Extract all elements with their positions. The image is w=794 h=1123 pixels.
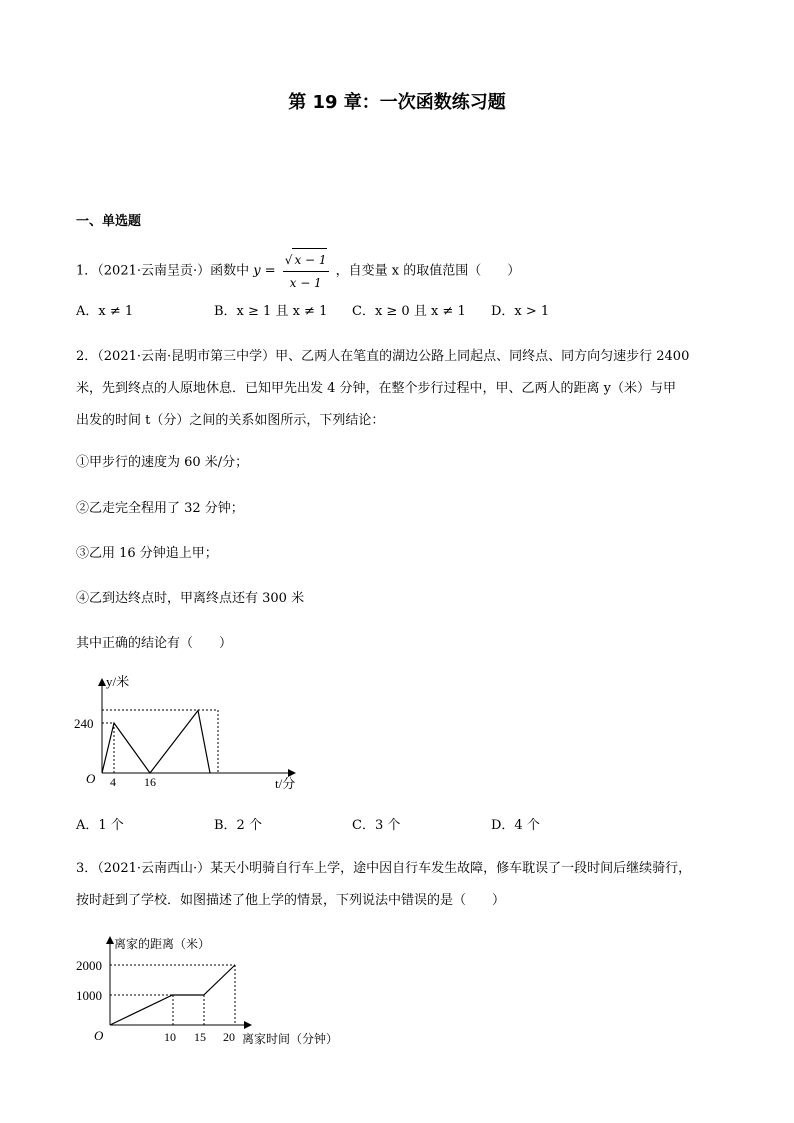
q3-stem-line-2: 按时赶到了学校．如图描述了他上学的情景，下列说法中错误的是（ ）	[76, 893, 506, 908]
q1-function-y: y =	[253, 263, 276, 279]
section-heading: 一、单选题	[76, 214, 142, 229]
q2-stem-line-3: 出发的时间 t（分）之间的关系如图所示，下列结论：	[76, 413, 385, 428]
q3-xtick-10: 10	[164, 1030, 176, 1044]
q3-origin: O	[94, 1028, 104, 1043]
q2-xtick-16: 16	[144, 775, 156, 789]
q3-xtick-20: 20	[223, 1030, 235, 1044]
q3-ytick-1000: 1000	[76, 988, 102, 1003]
q3-ylabel: 离家的距离（米）	[114, 937, 211, 951]
q2-xlabel: t/分	[275, 776, 296, 791]
q2-option-b: B．2 个	[214, 818, 262, 833]
q2-stem-line-2: 米，先到终点的人原地休息．已知甲先出发 4 分钟，在整个步行过程中，甲、乙两人的距离 y（米）与甲	[76, 381, 677, 396]
q2-stem-line-1: 2．（2021·云南·昆明市第三中学）甲、乙两人在笔直的湖边公路上同起点、同终点、同方向匀速步行 2400	[76, 349, 690, 364]
q2-option-d: D．4 个	[491, 818, 540, 833]
q1-option-c: C．x ≥ 0 且 x ≠ 1	[352, 304, 466, 319]
q1-numerator: x − 1	[292, 248, 326, 271]
q2-origin: O	[86, 771, 96, 786]
q1-sqrt-symbol: √	[284, 253, 293, 267]
q2-statement-2: ②乙走完全程用了 32 分钟；	[76, 501, 244, 516]
q2-statement-1: ①甲步行的速度为 60 米/分；	[76, 455, 249, 470]
q1-option-b: B．x ≥ 1 且 x ≠ 1	[214, 304, 328, 319]
q2-statement-4: ④乙到达终点时，甲离终点还有 300 米	[76, 591, 305, 606]
q2-series-line	[102, 711, 210, 774]
q1-option-a: A．x ≠ 1	[76, 304, 134, 319]
q2-ytick-240: 240	[74, 716, 94, 731]
q2-graph	[70, 670, 310, 800]
q2-statement-3: ③乙用 16 分钟追上甲；	[76, 546, 218, 561]
q2-prompt: 其中正确的结论有（ ）	[76, 636, 233, 651]
q3-stem-line-1: 3．（2021·云南西山·）某天小明骑自行车上学，途中因自行车发生故障，修车耽误了一段时间后继续骑行，	[76, 861, 692, 876]
q2-option-c: C．3 个	[352, 818, 401, 833]
q1-denominator: x − 1	[289, 276, 322, 290]
q3-xlabel: 离家时间（分钟）	[242, 1032, 339, 1046]
page-title: 第 19 章：一次函数练习题	[288, 92, 506, 113]
q2-option-a: A．1 个	[76, 818, 124, 833]
q1-stem-after: ，自变量 x 的取值范围（ ）	[335, 263, 521, 279]
q1-stem-before: 1．（2021·云南呈贡·）函数中	[76, 263, 250, 279]
q3-graph	[70, 930, 370, 1052]
question-1-stem	[76, 248, 520, 294]
q2-ylabel: y/米	[106, 674, 130, 689]
q1-fraction	[283, 248, 329, 294]
q1-option-d: D．x > 1	[491, 304, 550, 319]
q2-xtick-4: 4	[110, 775, 116, 789]
q3-xtick-15: 15	[194, 1030, 206, 1044]
q3-ytick-2000: 2000	[76, 958, 102, 973]
